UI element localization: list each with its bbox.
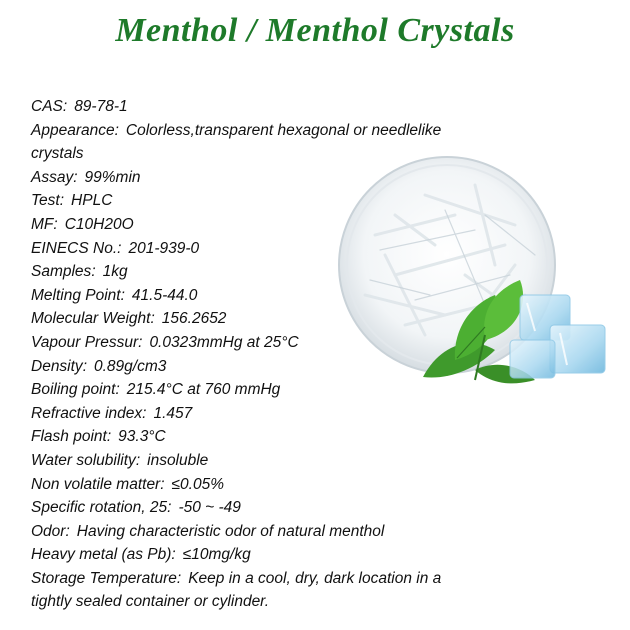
spec-label: Water solubility : (31, 452, 140, 469)
spec-row (31, 189, 611, 213)
spec-row (31, 95, 611, 119)
spec-label: MF : (31, 216, 58, 233)
spec-row (31, 119, 611, 143)
spec-row (31, 166, 611, 190)
spec-row (31, 473, 611, 497)
spec-row (31, 425, 611, 449)
spec-row (31, 543, 611, 567)
spec-value-continued: tightly sealed container or cylinder. (31, 593, 270, 611)
spec-value: ≤0.05% (171, 475, 225, 493)
spec-value: 201-939-0 (128, 239, 200, 257)
spec-value: 1.457 (153, 404, 193, 422)
spec-value: Colorless,transparent hexagonal or needlelike (125, 121, 442, 139)
spec-value: HPLC (71, 192, 113, 210)
spec-row (31, 355, 611, 379)
spec-row (31, 590, 611, 614)
spec-value: Keep in a cool, dry, dark location in a (188, 569, 442, 587)
spec-label: Non volatile matter : (31, 476, 165, 493)
page-title: Menthol / Menthol Crystals (115, 12, 515, 49)
spec-label: Specific rotation, 25 : (31, 499, 171, 516)
spec-row (31, 307, 611, 331)
spec-row (31, 260, 611, 284)
spec-value: 0.89g/cm3 (94, 357, 167, 375)
spec-value: ≤10mg/kg (182, 546, 251, 564)
spec-label: Melting Point : (31, 287, 125, 304)
spec-label: Assay : (31, 169, 78, 186)
spec-label: Boiling point : (31, 381, 120, 398)
spec-label: EINECS No. : (31, 240, 121, 257)
spec-label: Flash point : (31, 428, 111, 445)
spec-row (31, 402, 611, 426)
spec-row (31, 378, 611, 402)
spec-label: CAS : (31, 98, 67, 115)
spec-value: 215.4°C at 760 mmHg (126, 381, 281, 399)
spec-value: insoluble (147, 451, 209, 469)
spec-row (31, 567, 611, 591)
spec-value-continued: crystals (31, 145, 84, 163)
spec-label: Test : (31, 192, 64, 209)
spec-row (31, 449, 611, 473)
spec-row (31, 213, 611, 237)
spec-label: Odor : (31, 523, 70, 540)
spec-value: -50 ~ -49 (178, 499, 241, 517)
spec-value: 41.5-44.0 (131, 286, 198, 304)
spec-label: Storage Temperature : (31, 570, 181, 587)
spec-row (31, 284, 611, 308)
spec-label: Vapour Pressur : (31, 334, 142, 351)
spec-row (31, 496, 611, 520)
spec-value: 93.3°C (118, 428, 166, 446)
spec-label: Molecular Weight : (31, 310, 155, 327)
spec-label: Heavy metal (as Pb) : (31, 546, 176, 563)
spec-row (31, 142, 611, 166)
spec-value: C10H20O (64, 215, 134, 233)
spec-value: 1kg (102, 263, 128, 281)
spec-label: Samples : (31, 263, 96, 280)
spec-row (31, 331, 611, 355)
spec-list (31, 95, 611, 614)
spec-label: Appearance : (31, 122, 119, 139)
spec-label: Density : (31, 358, 87, 375)
spec-row (31, 520, 611, 544)
spec-value: Having characteristic odor of natural menthol (76, 522, 385, 540)
spec-label: Refractive index : (31, 405, 146, 422)
spec-value: 156.2652 (161, 310, 227, 328)
spec-value: 99%min (84, 168, 141, 186)
spec-row (31, 237, 611, 261)
spec-value: 0.0323mmHg at 25°C (149, 333, 299, 351)
spec-value: 89-78-1 (74, 98, 128, 115)
